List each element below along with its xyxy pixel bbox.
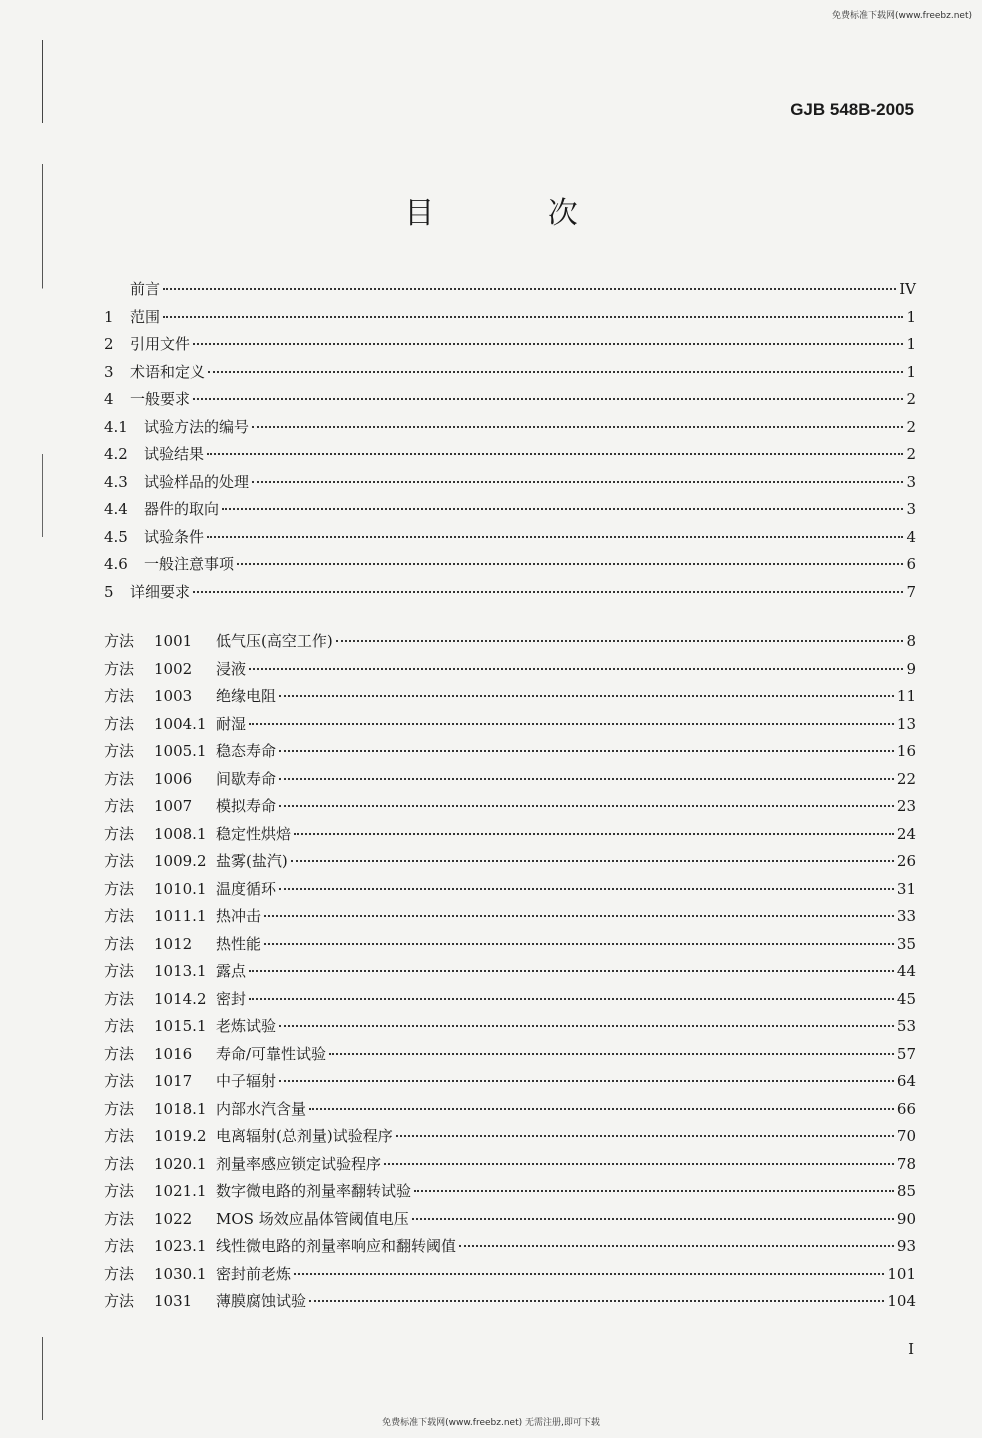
toc-method-entry[interactable]: [104, 1290, 916, 1318]
toc-entry[interactable]: [104, 333, 916, 361]
toc-method-number: 1005.1: [154, 742, 207, 760]
toc-entry-page: 78: [896, 1154, 916, 1173]
toc-method-entry[interactable]: [104, 823, 916, 851]
toc-method-entry[interactable]: [104, 713, 916, 741]
toc-leader-dots: [459, 1245, 894, 1247]
toc-entry-label: 剂量率感应锁定试验程序: [216, 1154, 382, 1173]
toc-method-number: 1020.1: [154, 1154, 207, 1173]
toc-entry-number: 5: [104, 582, 114, 601]
toc-method-entry[interactable]: [104, 1098, 916, 1126]
toc-method-number: 1007: [154, 797, 193, 815]
toc-entry-label: 试验条件: [144, 527, 205, 546]
toc-method-entry[interactable]: [104, 1180, 916, 1208]
toc-method-number: 1015.1: [154, 1017, 207, 1035]
toc-entry-page: 101: [887, 1264, 916, 1283]
toc-method-word: 方法: [104, 1237, 135, 1255]
toc-entry-number: 4.2: [104, 445, 128, 463]
toc-method-number: 1031: [154, 1292, 193, 1310]
toc-method-word: 方法: [104, 879, 135, 898]
toc-entry[interactable]: [104, 498, 916, 526]
toc-entry-page: 26: [896, 852, 916, 870]
toc-method-entry[interactable]: [104, 630, 916, 658]
toc-entry-page: 16: [896, 742, 916, 760]
toc-entry-label: 器件的取向: [144, 500, 220, 518]
toc-method-word: 方法: [104, 1154, 135, 1173]
toc-entry-page: 57: [896, 1044, 916, 1063]
toc-entry[interactable]: [104, 526, 916, 554]
toc-general-section: [104, 278, 916, 608]
toc-leader-dots: [279, 750, 894, 752]
toc-method-entry[interactable]: [104, 1043, 916, 1071]
toc-entry-page: 23: [896, 797, 916, 815]
toc-method-word: 方法: [104, 1044, 135, 1063]
toc-method-number: 1014.2: [154, 989, 207, 1008]
toc-entry-label: 试验样品的处理: [144, 472, 250, 491]
toc-entry-page: 2: [906, 445, 916, 463]
toc-method-word: 方法: [104, 797, 135, 815]
toc-leader-dots: [264, 915, 894, 917]
toc-method-number: 1011.1: [154, 907, 207, 925]
toc-method-word: 方法: [104, 632, 135, 650]
toc-entry-number: 1: [104, 307, 114, 326]
toc-entry-label: 一般要求: [130, 390, 191, 408]
toc-entry-page: 1: [906, 335, 916, 353]
toc-method-number: 1017: [154, 1072, 193, 1090]
toc-entry-number: 3: [104, 362, 114, 381]
toc-entry-page: 22: [896, 769, 916, 788]
toc-entry-page: 9: [906, 659, 916, 678]
toc-method-entry[interactable]: [104, 1208, 916, 1236]
toc-leader-dots: [193, 591, 903, 593]
toc-leader-dots: [249, 998, 894, 1000]
toc-method-word: 方法: [104, 824, 135, 843]
toc-leader-dots: [193, 343, 903, 345]
toc-leader-dots: [279, 778, 894, 780]
toc-leader-dots: [294, 1273, 884, 1275]
toc-entry-label: 绝缘电阻: [216, 687, 277, 705]
toc-leader-dots: [309, 1108, 894, 1110]
toc-method-number: 1003: [154, 687, 193, 705]
toc-entry-page: 3: [906, 500, 916, 518]
toc-entry-page: 1: [906, 362, 916, 381]
toc-entry[interactable]: [104, 278, 916, 306]
toc-entry-label: 寿命/可靠性试验: [216, 1044, 327, 1063]
toc-entry-page: 24: [896, 824, 916, 843]
toc-method-word: 方法: [104, 687, 135, 705]
toc-leader-dots: [384, 1163, 894, 1165]
toc-method-entry[interactable]: [104, 1235, 916, 1263]
toc-entry-page: 33: [896, 907, 916, 925]
toc-method-entry[interactable]: [104, 1070, 916, 1098]
page-title: 目 次: [404, 196, 630, 231]
toc-leader-dots: [279, 1025, 894, 1027]
page-number: I: [908, 1340, 914, 1358]
toc-method-entry[interactable]: [104, 740, 916, 768]
toc-leader-dots: [279, 888, 894, 890]
toc-entry-page: 66: [896, 1099, 916, 1118]
toc-method-number: 1008.1: [154, 824, 207, 843]
toc-entry-label: 薄膜腐蚀试验: [216, 1292, 307, 1310]
toc-method-word: 方法: [104, 1182, 135, 1200]
toc-method-word: 方法: [104, 1209, 135, 1228]
toc-entry-page: 104: [887, 1292, 916, 1310]
toc-leader-dots: [309, 1300, 884, 1302]
toc-method-entry[interactable]: [104, 1153, 916, 1181]
toc-method-number: 1001: [154, 632, 193, 650]
toc-method-entry[interactable]: [104, 768, 916, 796]
toc-entry-label: 试验结果: [144, 445, 205, 463]
toc-method-entry[interactable]: [104, 878, 916, 906]
toc-entry-number: 4.4: [104, 500, 128, 518]
toc-entry-page: 8: [906, 632, 916, 650]
toc-leader-dots: [279, 1080, 894, 1082]
toc-method-number: 1021.1: [154, 1182, 207, 1200]
toc-leader-dots: [249, 970, 894, 972]
toc-leader-dots: [336, 640, 904, 642]
toc-entry-page: 35: [896, 934, 916, 953]
toc-entry-label: 盐雾(盐汽): [216, 852, 288, 870]
toc-method-entry[interactable]: [104, 905, 916, 933]
toc-entry-label: 露点: [216, 962, 247, 980]
toc-leader-dots: [252, 426, 903, 428]
toc-method-word: 方法: [104, 1017, 135, 1035]
toc-entry-label: 电离辐射(总剂量)试验程序: [216, 1127, 393, 1145]
toc-entry[interactable]: [104, 306, 916, 334]
toc-entry-page: 6: [906, 555, 916, 573]
toc-leader-dots: [264, 943, 894, 945]
toc-entry-label: 试验方法的编号: [144, 417, 250, 436]
toc-method-number: 1030.1: [154, 1264, 207, 1283]
toc-method-number: 1013.1: [154, 962, 207, 980]
toc-leader-dots: [237, 563, 903, 565]
toc-entry-label: 温度循环: [216, 879, 277, 898]
toc-method-word: 方法: [104, 1292, 135, 1310]
toc-leader-dots: [207, 453, 903, 455]
toc-entry-label: 术语和定义: [130, 362, 206, 381]
toc-entry[interactable]: [104, 553, 916, 581]
toc-method-number: 1010.1: [154, 879, 207, 898]
toc-entry-page: 45: [896, 989, 916, 1008]
scan-artifact-line: [42, 40, 43, 1420]
toc-method-word: 方法: [104, 1264, 135, 1283]
toc-method-word: 方法: [104, 989, 135, 1008]
watermark-top: 免费标准下载网(www.freebz.net): [832, 11, 972, 21]
toc-entry-page: 2: [906, 417, 916, 436]
toc-method-entry[interactable]: [104, 658, 916, 686]
toc-method-word: 方法: [104, 714, 135, 733]
toc-entry-page: 93: [896, 1237, 916, 1255]
toc-entry-label: 线性微电路的剂量率响应和翻转阈值: [216, 1237, 457, 1255]
toc-method-word: 方法: [104, 907, 135, 925]
toc-leader-dots: [279, 805, 894, 807]
toc-entry-label: 稳定性烘焙: [216, 824, 292, 843]
toc-entry-label: 前言: [130, 280, 161, 298]
toc-entry-label: 一般注意事项: [144, 555, 235, 573]
toc-method-number: 1004.1: [154, 714, 207, 733]
toc-method-number: 1016: [154, 1044, 193, 1063]
toc-leader-dots: [396, 1135, 894, 1137]
toc-entry-label: 数字微电路的剂量率翻转试验: [216, 1182, 412, 1200]
toc-entry-label: 范围: [130, 307, 161, 326]
toc-method-entry[interactable]: [104, 1125, 916, 1153]
toc-entry-label: 热冲击: [216, 907, 262, 925]
document-code: GJB 548B-2005: [790, 100, 914, 119]
toc-entry[interactable]: [104, 581, 916, 609]
toc-entry-page: 13: [896, 714, 916, 733]
toc-entry-number: 4.6: [104, 555, 128, 573]
toc-leader-dots: [412, 1218, 894, 1220]
toc-entry-page: 2: [906, 390, 916, 408]
toc-entry-page: 3: [906, 472, 916, 491]
toc-method-number: 1023.1: [154, 1237, 207, 1255]
toc-entry-label: 浸液: [216, 659, 247, 678]
toc-leader-dots: [193, 398, 903, 400]
toc-entry-label: 老炼试验: [216, 1017, 277, 1035]
toc-method-entry[interactable]: [104, 988, 916, 1016]
toc-entry-label: 中子辐射: [216, 1072, 277, 1090]
toc-method-word: 方法: [104, 659, 135, 678]
toc-methods-section: [104, 630, 916, 1318]
toc-leader-dots: [163, 316, 903, 318]
toc-entry-page: 90: [896, 1209, 916, 1228]
toc-entry-label: MOS 场效应晶体管阈值电压: [216, 1209, 409, 1228]
toc-method-number: 1019.2: [154, 1127, 207, 1145]
toc-entry-number: 4.1: [104, 417, 128, 436]
toc-entry-page: 31: [896, 879, 916, 898]
toc-method-word: 方法: [104, 1099, 135, 1118]
toc-entry-label: 稳态寿命: [216, 742, 277, 760]
toc-leader-dots: [329, 1053, 894, 1055]
toc-entry-number: 4.5: [104, 527, 128, 546]
toc-method-word: 方法: [104, 742, 135, 760]
toc-method-number: 1018.1: [154, 1099, 207, 1118]
toc-entry-label: 密封前老炼: [216, 1264, 292, 1283]
toc-entry-page: 1: [906, 307, 916, 326]
toc-leader-dots: [208, 371, 903, 373]
toc-method-entry[interactable]: [104, 933, 916, 961]
toc-method-word: 方法: [104, 962, 135, 980]
toc-leader-dots: [249, 723, 894, 725]
watermark-bottom: 免费标准下载网(www.freebz.net) 无需注册,即可下载: [382, 1418, 600, 1428]
toc-method-number: 1022: [154, 1209, 193, 1228]
toc-method-word: 方法: [104, 934, 135, 953]
toc-leader-dots: [291, 860, 894, 862]
toc-entry-label: 引用文件: [130, 335, 191, 353]
toc-method-number: 1012: [154, 934, 193, 953]
toc-leader-dots: [222, 508, 903, 510]
toc-entry[interactable]: [104, 443, 916, 471]
toc-leader-dots: [279, 695, 894, 697]
toc-entry-label: 详细要求: [130, 582, 191, 601]
toc-method-word: 方法: [104, 852, 135, 870]
toc-method-entry[interactable]: [104, 795, 916, 823]
toc-entry-page: 53: [896, 1017, 916, 1035]
toc-method-word: 方法: [104, 769, 135, 788]
toc-entry-page: 44: [896, 962, 916, 980]
toc-entry-page: 11: [896, 687, 916, 705]
toc-entry[interactable]: [104, 361, 916, 389]
toc-entry-page: 4: [906, 527, 916, 546]
toc-method-entry[interactable]: [104, 1015, 916, 1043]
toc-entry-page: 7: [906, 582, 916, 601]
toc-leader-dots: [249, 668, 903, 670]
toc-entry-label: 耐湿: [216, 714, 247, 733]
toc-method-word: 方法: [104, 1072, 135, 1090]
toc-entry[interactable]: [104, 471, 916, 499]
toc-entry[interactable]: [104, 416, 916, 444]
toc-entry-label: 内部水汽含量: [216, 1099, 307, 1118]
toc-leader-dots: [294, 833, 894, 835]
toc-entry-page: 64: [896, 1072, 916, 1090]
toc-method-entry[interactable]: [104, 1263, 916, 1291]
toc-entry-page: 85: [896, 1182, 916, 1200]
toc-entry-number: 2: [104, 335, 114, 353]
toc-method-entry[interactable]: [104, 850, 916, 878]
toc-method-entry[interactable]: [104, 960, 916, 988]
toc-method-word: 方法: [104, 1127, 135, 1145]
toc-method-number: 1006: [154, 769, 193, 788]
toc-leader-dots: [163, 288, 896, 290]
toc-leader-dots: [252, 481, 903, 483]
toc-entry-number: 4.3: [104, 472, 128, 491]
toc-entry-number: 4: [104, 390, 114, 408]
toc-entry-label: 模拟寿命: [216, 797, 277, 815]
toc-leader-dots: [414, 1190, 894, 1192]
toc-method-number: 1009.2: [154, 852, 207, 870]
toc-entry-page: 70: [896, 1127, 916, 1145]
toc-entry[interactable]: [104, 388, 916, 416]
toc-entry-label: 密封: [216, 989, 247, 1008]
toc-entry-label: 间歇寿命: [216, 769, 277, 788]
toc-leader-dots: [207, 536, 903, 538]
toc-entry-page: IV: [899, 280, 916, 298]
toc-entry-label: 低气压(高空工作): [216, 632, 333, 650]
toc-method-number: 1002: [154, 659, 193, 678]
toc-method-entry[interactable]: [104, 685, 916, 713]
toc-entry-label: 热性能: [216, 934, 262, 953]
